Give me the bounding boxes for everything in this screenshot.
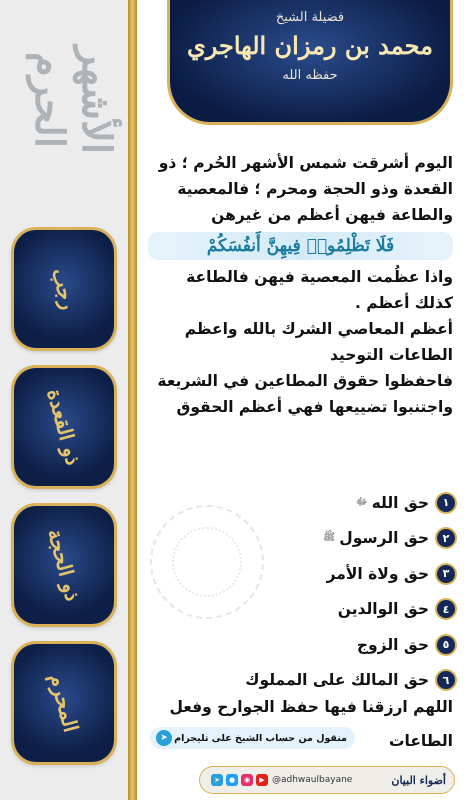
header-banner xyxy=(170,0,450,122)
honorific-glyph: ﷻ xyxy=(356,496,368,508)
text-line: والطاعة فيهن أعظم من غيرهن xyxy=(211,206,453,224)
right-text: حق الوالدين xyxy=(337,600,429,619)
header-honorific: فضيلة الشيخ xyxy=(275,10,345,25)
list-item xyxy=(160,556,455,592)
right-text: حق الزوج xyxy=(356,635,429,654)
prayer-line: الطاعات xyxy=(388,732,453,750)
footer-bar xyxy=(200,767,454,793)
month-badge-dhul-hijjah xyxy=(14,506,114,624)
month-label: ذو الحجة xyxy=(42,526,86,604)
rights-list xyxy=(160,485,455,698)
number-badge: ٣ xyxy=(437,565,455,583)
main-text xyxy=(140,150,453,420)
quran-verse: فَلَا تَظْلِمُوا۟ فِيهِنَّ أَنفُسَكُمْ xyxy=(148,232,453,260)
telegram-source-bar[interactable] xyxy=(150,727,355,749)
account-handle[interactable]: @adhwaulbayane xyxy=(272,775,353,785)
twitter-icon[interactable]: ● xyxy=(226,774,238,786)
number-badge: ٥ xyxy=(437,636,455,654)
text-line: واجتنبوا تضييعها فهي أعظم الحقوق xyxy=(176,398,453,416)
telegram-icon[interactable]: ➤ xyxy=(156,730,172,746)
list-item xyxy=(160,521,455,557)
text-line: اليوم أشرقت شمس الأشهر الحُرم ؛ ذو xyxy=(158,154,453,172)
sheikh-name: محمد بن رمزان الهاجري xyxy=(186,31,434,60)
text-line: فاحفظوا حقوق المطاعين في الشريعة xyxy=(157,372,453,390)
month-badge-rajab xyxy=(14,230,114,348)
instagram-icon[interactable]: ◉ xyxy=(241,774,253,786)
gold-divider xyxy=(128,0,137,800)
number-badge: ٢ xyxy=(437,529,455,547)
telegram-social-icon[interactable]: ➤ xyxy=(211,774,223,786)
right-text: حق الله xyxy=(371,493,429,512)
youtube-icon[interactable]: ▶ xyxy=(256,774,268,786)
number-badge: ٤ xyxy=(437,600,455,618)
text-line: القعدة وذو الحجة ومحرم ؛ فالمعصية xyxy=(177,180,453,198)
honorific-glyph: ﷺ xyxy=(323,532,336,544)
text-line: واذا عظُمت المعصية فيهن فالطاعة xyxy=(186,268,453,286)
number-badge: ٦ xyxy=(437,671,455,689)
closing-prayer xyxy=(140,690,453,724)
list-item xyxy=(160,592,455,628)
header-blessing: حفظه الله xyxy=(282,68,338,83)
month-label: رجب xyxy=(47,265,81,313)
right-text: حق المالك على المملوك xyxy=(245,671,429,690)
month-label: ذو القعدة xyxy=(42,386,86,468)
telegram-source-text: منقول من حساب الشيخ على تليجرام xyxy=(174,732,347,744)
prayer-line: اللهم ارزقنا فيها حفظ الجوارح وفعل xyxy=(169,698,453,716)
text-line: الطاعات التوحيد xyxy=(329,346,453,364)
right-text: حق ولاة الأمر xyxy=(326,564,429,583)
text-line: أعظم المعاصي الشرك بالله واعظم xyxy=(184,320,453,338)
closing-prayer-end xyxy=(380,724,453,758)
month-badge-muharram xyxy=(14,644,114,762)
number-badge: ١ xyxy=(437,494,455,512)
month-label: المحرم xyxy=(44,671,84,735)
list-item xyxy=(160,485,455,521)
left-panel xyxy=(0,0,128,800)
list-item xyxy=(160,627,455,663)
right-text: حق الرسول xyxy=(339,529,429,548)
month-badge-dhul-qadah xyxy=(14,368,114,486)
sacred-months-title: الأشهر الحرم xyxy=(26,46,120,154)
brand-logo: أضواء البيان xyxy=(391,773,446,787)
text-line: كذلك أعظم . xyxy=(354,294,453,312)
